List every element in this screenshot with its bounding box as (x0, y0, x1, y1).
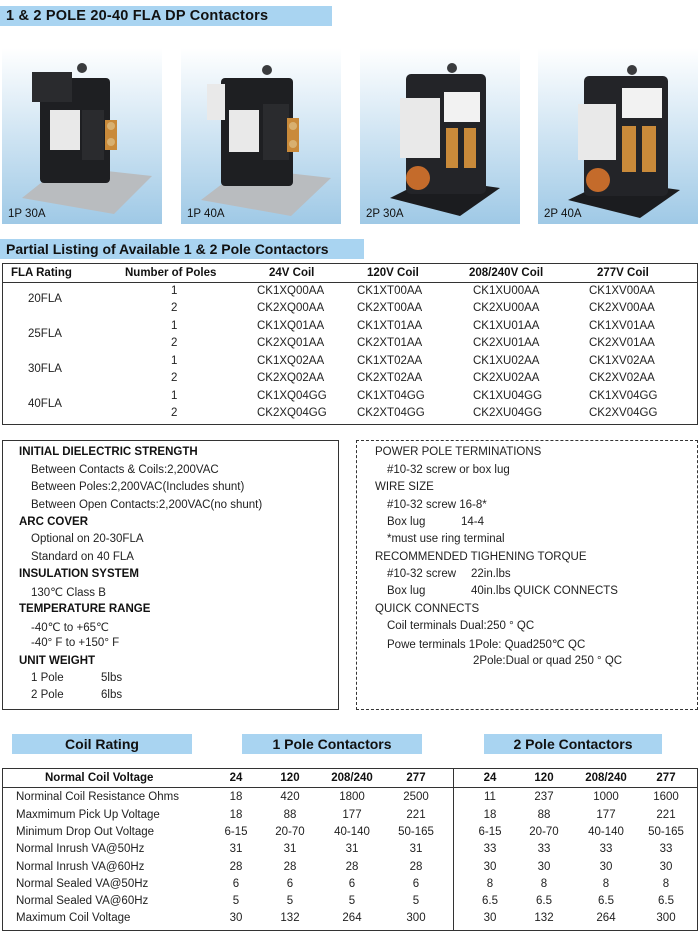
value-cell: 177 (596, 809, 616, 821)
row-label: Maximum Coil Voltage (16, 912, 131, 924)
value-cell: 88 (283, 809, 297, 821)
photo-caption: 2P 30A (366, 208, 404, 220)
column-header: Normal Coil Voltage (45, 772, 154, 784)
value-cell: 6.5 (482, 895, 498, 907)
code-cell: CK1XV00AA (589, 285, 655, 297)
spec-line: Optional on 20-30FLA (31, 533, 144, 545)
spec-line: 130℃ Class B (31, 587, 106, 599)
spec-value: 5lbs (101, 672, 123, 684)
photo-caption: 1P 30A (8, 208, 46, 220)
contactor-2p-illustration (360, 48, 520, 224)
code-cell: CK2XV00AA (589, 302, 655, 314)
value-cell: 2500 (403, 791, 429, 803)
code-cell: CK2XQ01AA (257, 337, 325, 349)
code-cell: CK2XV02AA (589, 372, 655, 384)
code-cell: CK1XT01AA (357, 320, 423, 332)
code-cell: CK1XQ00AA (257, 285, 325, 297)
value-cell: 33 (483, 843, 497, 855)
code-cell: CK1XQ04GG (257, 390, 327, 402)
spec-heading: WIRE SIZE (375, 481, 434, 493)
spec-line: Between Contacts & Coils:2,200VAC (31, 464, 219, 476)
fla-rating: 20FLA (28, 293, 62, 305)
value-cell: 132 (534, 912, 554, 924)
value-cell: 30 (229, 912, 243, 924)
spec-line: Coil terminals Dual:250 ° QC (387, 620, 535, 632)
poles-cell: 2 (171, 372, 178, 384)
code-cell: CK1XQ01AA (257, 320, 325, 332)
column-header: 208/240 (585, 772, 627, 784)
column-header: 24 (229, 772, 243, 784)
spec-heading: INITIAL DIELECTRIC STRENGTH (19, 446, 198, 458)
poles-cell: 2 (171, 337, 178, 349)
spec-value: 14-4 (461, 516, 485, 528)
code-cell: CK2XT02AA (357, 372, 423, 384)
value-cell: 20-70 (275, 826, 305, 838)
value-cell: 6.5 (536, 895, 552, 907)
two-pole-title: 2 Pole Contactors (484, 734, 662, 754)
code-cell: CK2XT01AA (357, 337, 423, 349)
column-header: 208/240V Coil (469, 267, 544, 279)
value-cell: 30 (599, 861, 613, 873)
spec-line: -40℃ to +65℃ (31, 622, 109, 634)
spec-line: 1 Pole (31, 672, 64, 684)
column-header: Number of Poles (125, 267, 217, 279)
code-cell: CK1XT04GG (357, 390, 425, 402)
value-cell: 18 (483, 809, 497, 821)
code-cell: CK2XT00AA (357, 302, 423, 314)
contactor-2p-illustration (538, 48, 698, 224)
value-cell: 6 (286, 878, 294, 890)
column-divider (453, 769, 454, 930)
code-cell: CK1XU02AA (473, 355, 540, 367)
value-cell: 28 (345, 861, 359, 873)
contactor-1p-illustration (181, 48, 341, 224)
spec-line: Box lug (387, 585, 426, 597)
column-header: 277 (406, 772, 426, 784)
spec-line: Powe terminals 1Pole: Quad250℃ QC (387, 639, 586, 651)
row-label: Norminal Coil Resistance Ohms (16, 791, 179, 803)
spec-line: *must use ring terminal (387, 533, 505, 545)
value-cell: 11 (484, 791, 496, 803)
value-cell: 31 (409, 843, 423, 855)
row-label: Normal Inrush VA@50Hz (16, 843, 145, 855)
value-cell: 28 (283, 861, 297, 873)
value-cell: 420 (280, 791, 300, 803)
value-cell: 6-15 (478, 826, 502, 838)
one-pole-title: 1 Pole Contactors (242, 734, 422, 754)
column-header: FLA Rating (11, 267, 72, 279)
value-cell: 5 (412, 895, 420, 907)
value-cell: 50-165 (398, 826, 434, 838)
code-cell: CK2XQ00AA (257, 302, 325, 314)
fla-rating: 30FLA (28, 363, 62, 375)
spec-heading: ARC COVER (19, 516, 89, 528)
code-cell: CK2XV01AA (589, 337, 655, 349)
value-cell: 221 (656, 809, 676, 821)
code-cell: CK2XU04GG (473, 407, 543, 419)
spec-line: Between Open Contacts:2,200VAC(no shunt) (31, 499, 263, 511)
value-cell: 31 (283, 843, 297, 855)
column-header: 24V Coil (269, 267, 315, 279)
value-cell: 30 (659, 861, 673, 873)
photo-caption: 1P 40A (187, 208, 225, 220)
spec-box-right (356, 440, 698, 710)
code-cell: CK1XV01AA (589, 320, 655, 332)
poles-cell: 1 (171, 285, 178, 297)
spec-line: -40° F to +150° F (31, 637, 120, 649)
spec-line: 2 Pole (31, 689, 64, 701)
spec-line: #10-32 screw or box lug (387, 464, 510, 476)
spec-heading: TEMPERATURE RANGE (19, 603, 151, 615)
spec-heading: RECOMMENDED TIGHENING TORQUE (375, 551, 587, 563)
value-cell: 300 (406, 912, 426, 924)
listing-title: Partial Listing of Available 1 & 2 Pole Contactors (0, 239, 364, 259)
spec-value: 6lbs (101, 689, 123, 701)
spec-line: #10-32 screw (387, 568, 457, 580)
value-cell: 31 (345, 843, 359, 855)
product-photo-1p-30a (2, 48, 162, 224)
value-cell: 28 (229, 861, 243, 873)
value-cell: 30 (483, 861, 497, 873)
page-title: 1 & 2 POLE 20-40 FLA DP Contactors (0, 6, 332, 26)
value-cell: 6 (412, 878, 420, 890)
poles-cell: 1 (171, 320, 178, 332)
poles-cell: 2 (171, 407, 178, 419)
spec-value: 40in.lbs QUICK CONNECTS (471, 585, 618, 597)
column-header: 120V Coil (367, 267, 419, 279)
value-cell: 8 (602, 878, 610, 890)
value-cell: 1000 (593, 791, 619, 803)
code-cell: CK1XV04GG (589, 390, 658, 402)
value-cell: 31 (229, 843, 243, 855)
value-cell: 5 (232, 895, 240, 907)
value-cell: 40-140 (588, 826, 624, 838)
spec-line: 2Pole:Dual or quad 250 ° QC (473, 655, 623, 667)
poles-cell: 2 (171, 302, 178, 314)
spec-line: Between Poles:2,200VAC(Includes shunt) (31, 481, 245, 493)
column-header: 277 (656, 772, 676, 784)
value-cell: 5 (348, 895, 356, 907)
row-label: Normal Sealed VA@60Hz (16, 895, 149, 907)
contactor-1p-illustration (2, 48, 162, 224)
spec-value: 22in.lbs (471, 568, 511, 580)
value-cell: 1600 (653, 791, 679, 803)
spec-line: #10-32 screw 16-8* (387, 499, 487, 511)
code-cell: CK1XT02AA (357, 355, 423, 367)
value-cell: 177 (342, 809, 362, 821)
column-header: 24 (483, 772, 497, 784)
header-divider (3, 787, 697, 788)
product-photo-1p-40a (181, 48, 341, 224)
header-divider (3, 282, 697, 283)
code-cell: CK2XU02AA (473, 372, 540, 384)
column-header: 120 (534, 772, 554, 784)
column-header: 277V Coil (597, 267, 649, 279)
value-cell: 20-70 (529, 826, 559, 838)
spec-heading: INSULATION SYSTEM (19, 568, 139, 580)
value-cell: 33 (599, 843, 613, 855)
code-cell: CK1XU00AA (473, 285, 540, 297)
value-cell: 28 (409, 861, 423, 873)
value-cell: 132 (280, 912, 300, 924)
product-photo-2p-30a (360, 48, 520, 224)
fla-rating: 25FLA (28, 328, 62, 340)
code-cell: CK1XU04GG (473, 390, 543, 402)
value-cell: 18 (229, 809, 243, 821)
code-cell: CK1XV02AA (589, 355, 655, 367)
column-header: 208/240 (331, 772, 373, 784)
value-cell: 88 (537, 809, 551, 821)
row-label: Normal Sealed VA@50Hz (16, 878, 149, 890)
value-cell: 264 (596, 912, 616, 924)
spec-line: Box lug (387, 516, 426, 528)
value-cell: 6.5 (598, 895, 614, 907)
value-cell: 18 (229, 791, 243, 803)
code-cell: CK2XQ02AA (257, 372, 325, 384)
value-cell: 6.5 (658, 895, 674, 907)
value-cell: 40-140 (334, 826, 370, 838)
row-label: Normal Inrush VA@60Hz (16, 861, 145, 873)
value-cell: 1800 (339, 791, 365, 803)
code-cell: CK2XT04GG (357, 407, 425, 419)
value-cell: 300 (656, 912, 676, 924)
code-cell: CK1XQ02AA (257, 355, 325, 367)
value-cell: 6-15 (224, 826, 248, 838)
spec-box-left (2, 440, 339, 710)
spec-heading: POWER POLE TERMINATIONS (375, 446, 542, 458)
fla-rating: 40FLA (28, 398, 62, 410)
spec-heading: UNIT WEIGHT (19, 655, 96, 667)
value-cell: 33 (537, 843, 551, 855)
column-header: 120 (280, 772, 300, 784)
value-cell: 237 (534, 791, 554, 803)
value-cell: 5 (286, 895, 294, 907)
value-cell: 6 (232, 878, 240, 890)
spec-line: Standard on 40 FLA (31, 551, 134, 563)
value-cell: 30 (537, 861, 551, 873)
code-cell: CK1XU01AA (473, 320, 540, 332)
value-cell: 30 (483, 912, 497, 924)
coil-rating-title: Coil Rating (12, 734, 192, 754)
code-cell: CK2XU01AA (473, 337, 540, 349)
code-cell: CK2XU00AA (473, 302, 540, 314)
value-cell: 8 (540, 878, 548, 890)
value-cell: 221 (406, 809, 426, 821)
coil-rating-table (2, 768, 698, 931)
listing-table (2, 263, 698, 425)
value-cell: 50-165 (648, 826, 684, 838)
code-cell: CK2XQ04GG (257, 407, 327, 419)
poles-cell: 1 (171, 390, 178, 402)
product-photo-2p-40a (538, 48, 698, 224)
code-cell: CK1XT00AA (357, 285, 423, 297)
value-cell: 8 (486, 878, 494, 890)
row-label: Minimum Drop Out Voltage (16, 826, 155, 838)
spec-heading: QUICK CONNECTS (375, 603, 480, 615)
value-cell: 264 (342, 912, 362, 924)
code-cell: CK2XV04GG (589, 407, 658, 419)
value-cell: 8 (662, 878, 670, 890)
value-cell: 6 (348, 878, 356, 890)
poles-cell: 1 (171, 355, 178, 367)
value-cell: 33 (659, 843, 673, 855)
photo-caption: 2P 40A (544, 208, 582, 220)
row-label: Maxmimum Pick Up Voltage (16, 809, 160, 821)
